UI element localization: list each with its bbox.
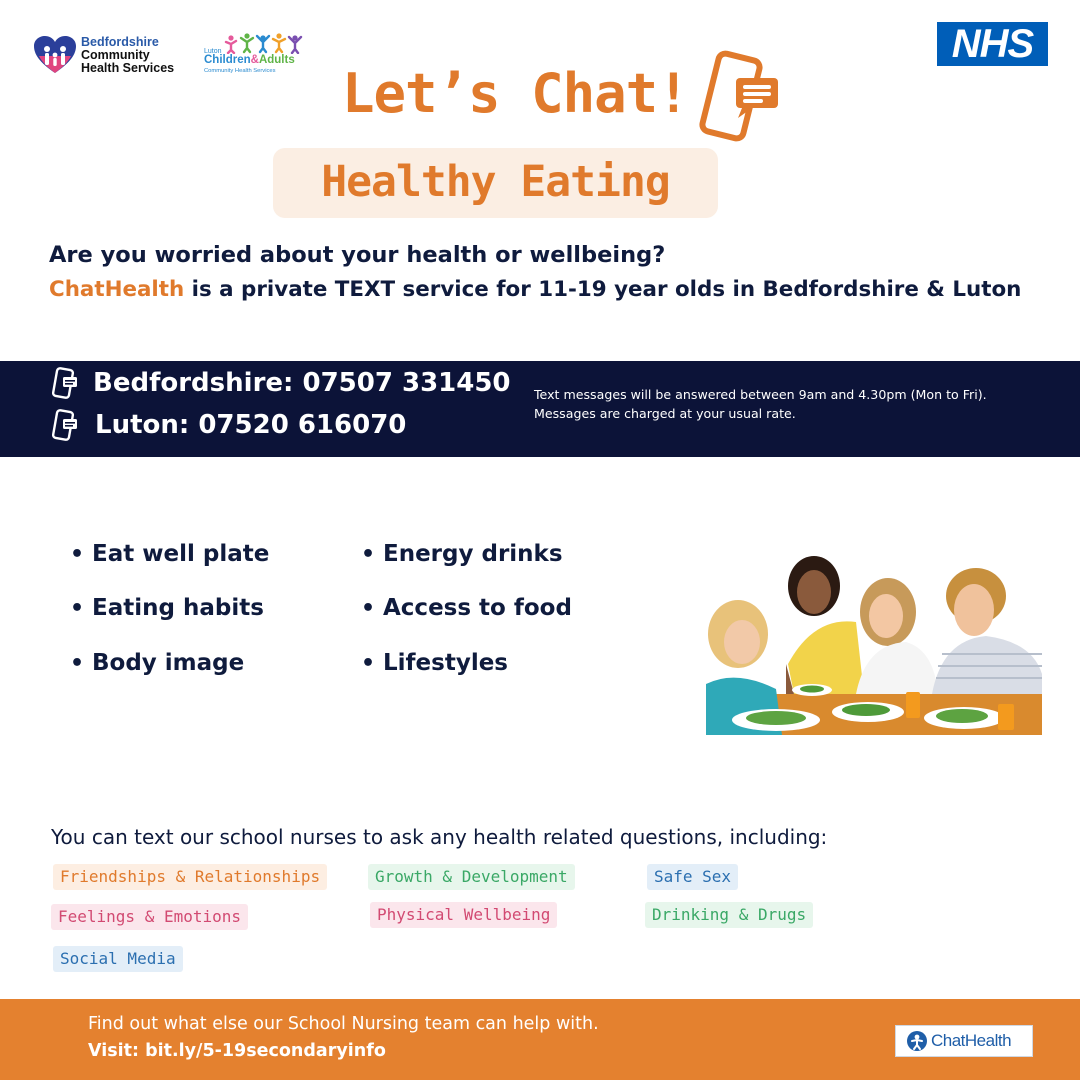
hours-line1: Text messages will be answered between 9am and 4.30pm (Mon to Fri).: [534, 387, 987, 402]
phone-message-icon: [52, 367, 78, 399]
topic-tag: Feelings & Emotions: [51, 904, 248, 930]
intro-line-rest: is a private TEXT service for 11-19 year olds in Bedfordshire & Luton: [184, 277, 1022, 302]
chathealth-logo: [895, 1025, 1033, 1057]
chathealth-logo-text: ChatHealth: [931, 1031, 1012, 1050]
bchs-line1: Bedfordshire: [81, 34, 159, 49]
footer-link[interactable]: Visit: bit.ly/5-19secondaryinfo: [88, 1041, 386, 1061]
topic-tag: Friendships & Relationships: [53, 864, 327, 890]
topic-item: • Energy drinks: [361, 541, 563, 567]
luton-logo-main: [204, 54, 295, 66]
topic-tag: Physical Wellbeing: [370, 902, 557, 928]
bchs-line3: Health Services: [81, 60, 175, 75]
service-hours: [534, 385, 987, 423]
topic-tag: Growth & Development: [368, 864, 575, 890]
bchs-line2: Community: [81, 47, 150, 62]
intro-brand: ChatHealth: [49, 277, 185, 302]
nurses-info-text: You can text our school nurses to ask any health related questions, including:: [51, 825, 828, 849]
page-subtitle: Healthy Eating: [321, 157, 670, 207]
bedfordshire-phone-number[interactable]: Bedfordshire: 07507 331450: [93, 368, 511, 398]
topic-item: • Access to food: [361, 595, 572, 621]
intro-question: Are you worried about your health or wellbeing?: [49, 242, 666, 268]
heart-family-icon: [33, 35, 77, 75]
topic-item: • Eating habits: [70, 595, 264, 621]
page-title: Let’s Chat!: [342, 62, 689, 125]
bchs-logo-text: [81, 36, 174, 75]
teens-eating-photo: [706, 544, 1042, 735]
intro-line: [49, 277, 1021, 302]
luton-logo-small: Luton: [204, 48, 222, 55]
luton-logo-sub: Community Health Services: [204, 68, 276, 74]
luton-logo-adults: Adults: [258, 54, 295, 66]
topic-item: • Eat well plate: [70, 541, 269, 567]
topic-tag: Social Media: [53, 946, 183, 972]
topic-tag: Drinking & Drugs: [645, 902, 813, 928]
chathealth-icon: [906, 1030, 928, 1052]
children-icon: [223, 32, 313, 54]
luton-logo-amp: &: [250, 54, 259, 66]
nhs-logo: NHS: [937, 22, 1048, 66]
topic-item: • Body image: [70, 650, 244, 676]
footer-text: Find out what else our School Nursing team can help with.: [88, 1014, 599, 1034]
luton-logo-children: Children: [204, 54, 251, 66]
topic-tag: Safe Sex: [647, 864, 738, 890]
luton-phone-number[interactable]: Luton: 07520 616070: [95, 410, 407, 440]
bedfordshire-chs-logo: [33, 33, 193, 77]
phone-message-icon: [52, 409, 78, 441]
topic-item: • Lifestyles: [361, 650, 508, 676]
phone-chat-icon: [698, 48, 782, 144]
hours-line2: Messages are charged at your usual rate.: [534, 406, 796, 421]
luton-children-adults-logo: [203, 32, 313, 78]
